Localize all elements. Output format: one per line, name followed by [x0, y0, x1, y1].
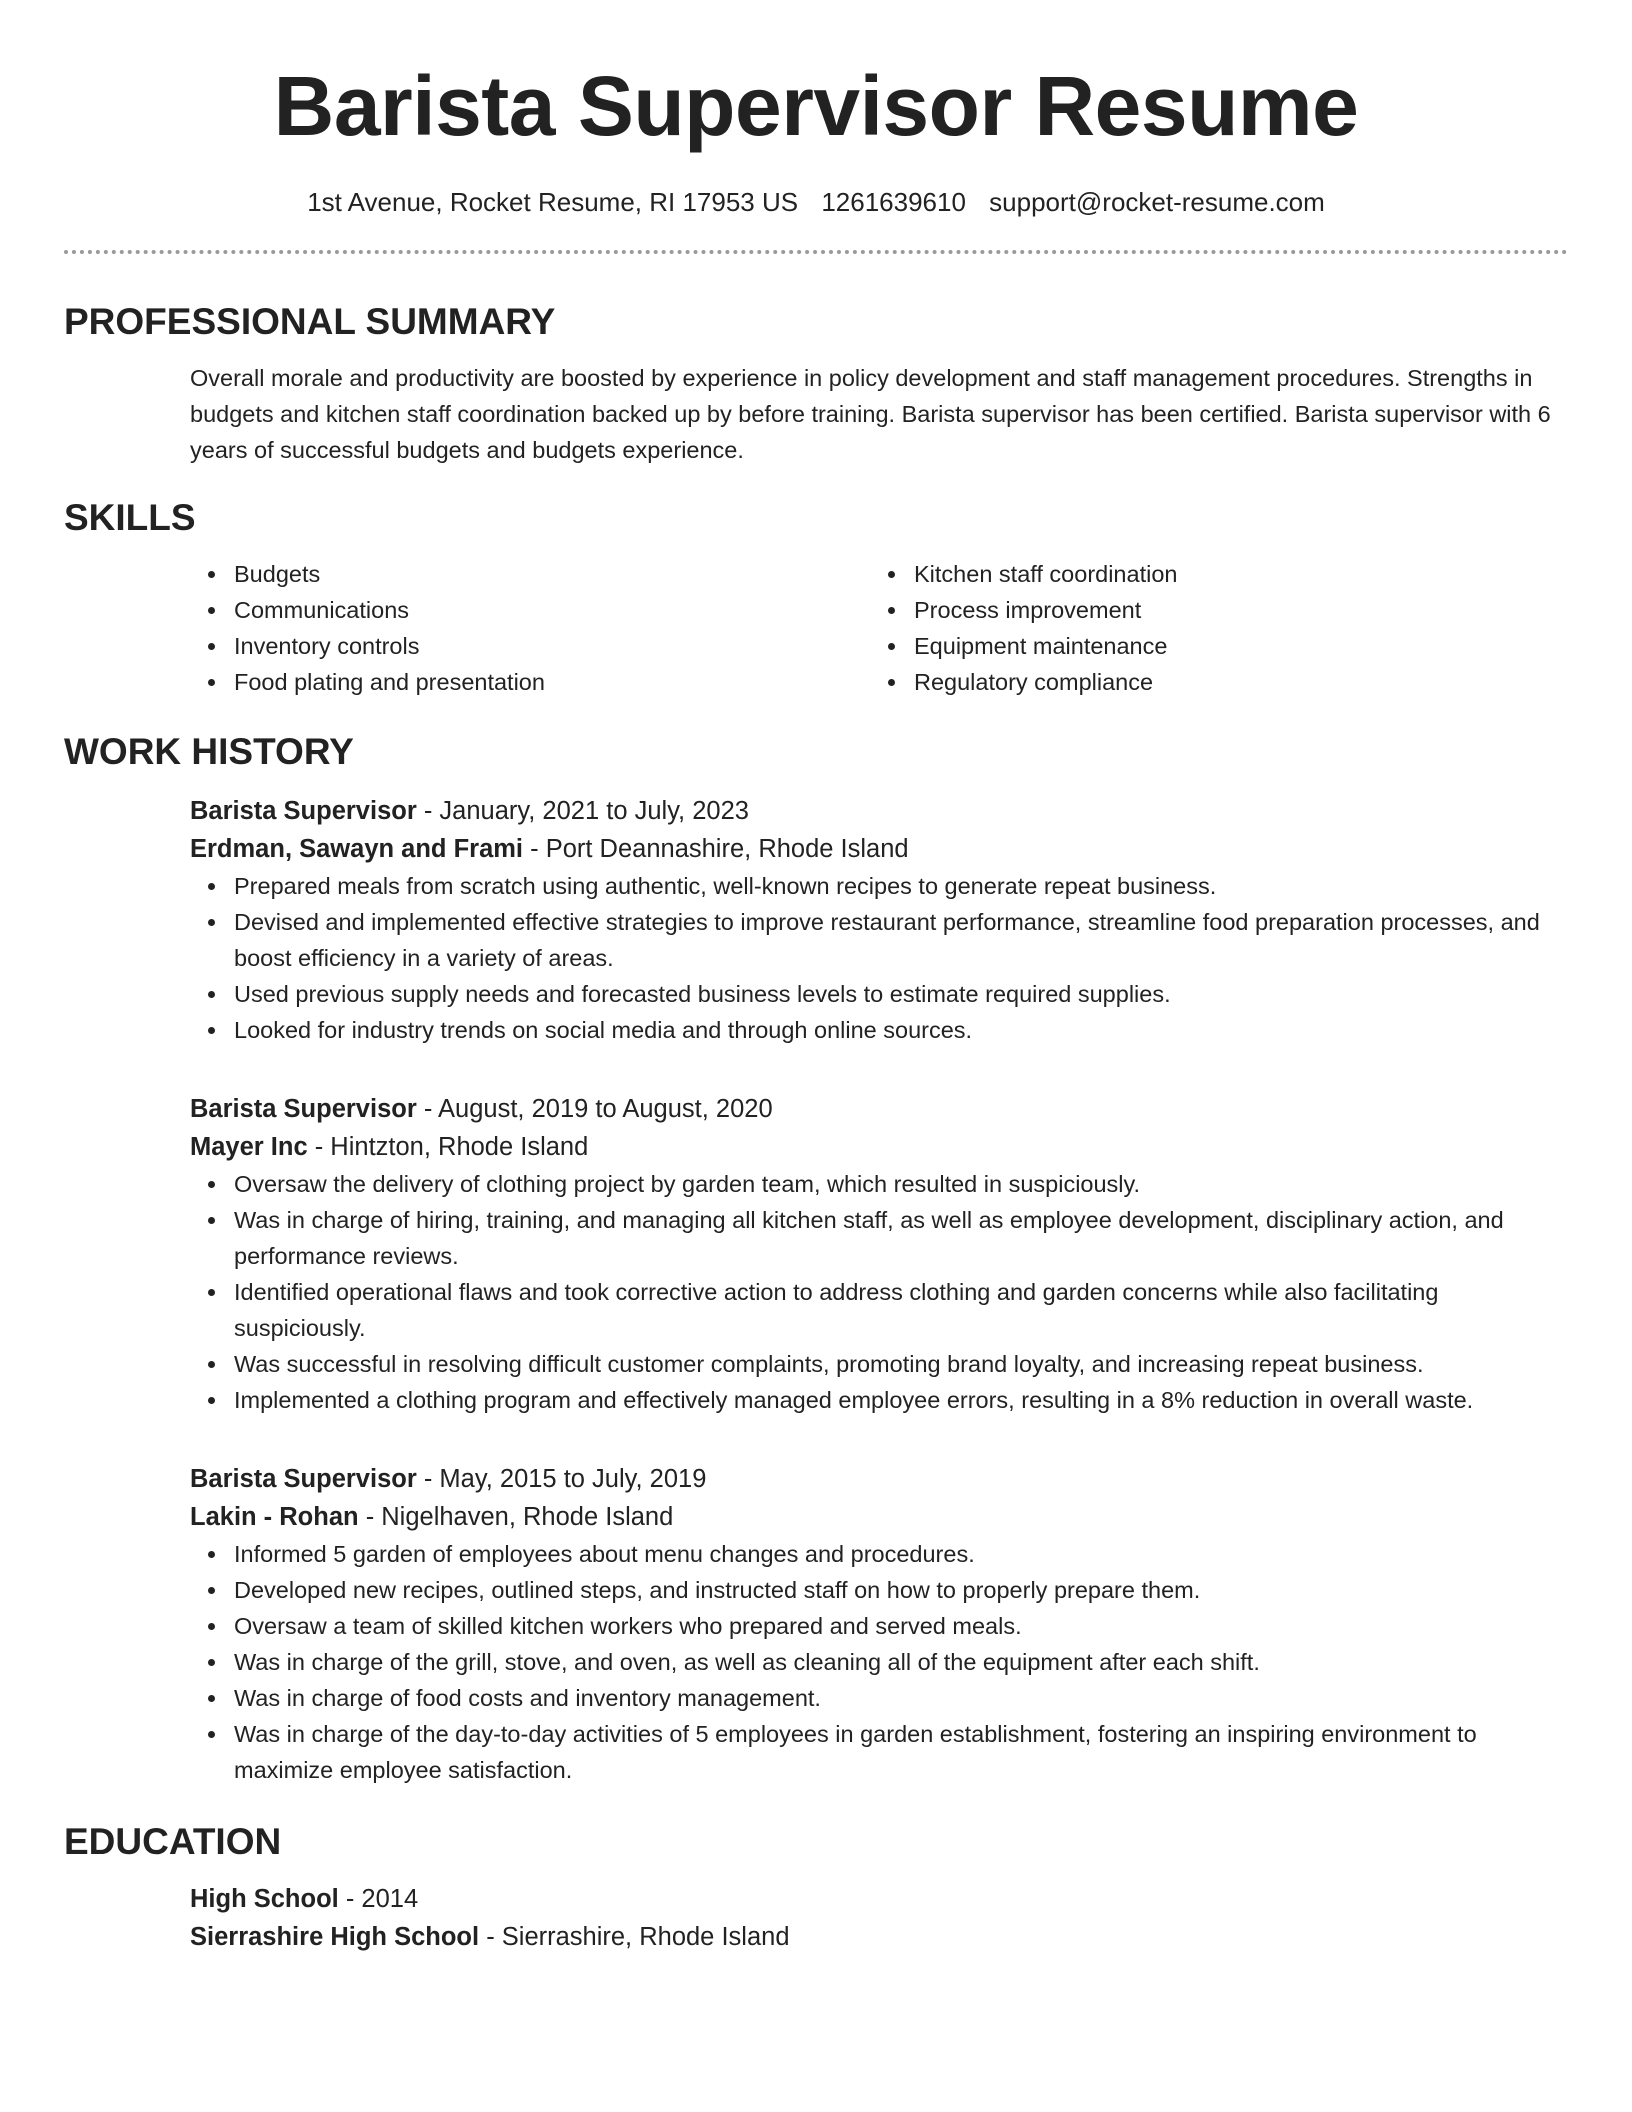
skill-item: Inventory controls [234, 628, 870, 664]
job-dates: - August, 2019 to August, 2020 [423, 1095, 773, 1123]
education-location: - Sierrashire, Rhode Island [486, 1923, 790, 1951]
education-degree-line [190, 1880, 1568, 1918]
summary-text: Overall morale and productivity are boosted by experience in policy development and staff management procedures. Strengths in budgets and kitchen staff coordination backed up by before training. Barista supervisor has been certified. Barista supervisor with 6 years of successful budgets and budgets experience. [190, 365, 1551, 463]
skill-item: Communications [234, 592, 870, 628]
job-company: Mayer Inc [190, 1133, 308, 1161]
job-location: - Nigelhaven, Rhode Island [365, 1503, 674, 1531]
job-duty: Developed new recipes, outlined steps, and instructed staff on how to properly prepare them. [234, 1572, 1568, 1608]
summary-heading: PROFESSIONAL SUMMARY [64, 301, 556, 342]
skills-heading: SKILLS [64, 497, 196, 538]
header-divider [64, 250, 1568, 254]
contact-info [64, 184, 1568, 220]
skill-item: Equipment maintenance [914, 628, 1568, 664]
job-duty: Was in charge of the day-to-day activities of 5 employees in garden establishment, fostering an inspiring environment to maximize employee satisfaction. [234, 1716, 1568, 1788]
job-duty: Was successful in resolving difficult customer complaints, promoting brand loyalty, and increasing repeat business. [234, 1346, 1568, 1382]
job-company-line [190, 1128, 1568, 1166]
job-duty: Devised and implemented effective strategies to improve restaurant performance, streamline food preparation processes, and boost efficiency in a variety of areas. [234, 904, 1568, 976]
job-duty: Used previous supply needs and forecasted business levels to estimate required supplies. [234, 976, 1568, 1012]
job-title: Barista Supervisor [190, 1095, 417, 1123]
education-school-line [190, 1918, 1568, 1956]
job-title: Barista Supervisor [190, 1465, 417, 1493]
contact-phone: 1261639610 [821, 187, 966, 217]
education-school: Sierrashire High School [190, 1923, 480, 1951]
job-duties [190, 868, 1568, 1048]
job-duties [190, 1166, 1568, 1418]
resume-title: Barista Supervisor Resume [273, 59, 1359, 153]
skill-item: Regulatory compliance [914, 664, 1568, 700]
job-company-line [190, 1498, 1568, 1536]
job-title-line [190, 1090, 1568, 1128]
job-entry [190, 1460, 1568, 1788]
education-degree: High School [190, 1885, 339, 1913]
skills-list-right [870, 556, 1568, 700]
contact-email: support@rocket-resume.com [989, 187, 1325, 217]
summary-section [64, 360, 1568, 468]
job-company: Erdman, Sawayn and Frami [190, 835, 524, 863]
skill-item: Kitchen staff coordination [914, 556, 1568, 592]
job-duty: Implemented a clothing program and effectively managed employee errors, resulting in a 8% reduction in overall waste. [234, 1382, 1568, 1418]
job-duty: Looked for industry trends on social media and through online sources. [234, 1012, 1568, 1048]
education-section [64, 1880, 1568, 1956]
education-year: - 2014 [345, 1885, 419, 1913]
job-duty: Oversaw a team of skilled kitchen workers who prepared and served meals. [234, 1608, 1568, 1644]
skills-list-left [190, 556, 870, 700]
skills-grid [190, 556, 1568, 700]
job-company-line [190, 830, 1568, 868]
skill-item: Food plating and presentation [234, 664, 870, 700]
job-duty: Identified operational flaws and took corrective action to address clothing and garden concerns while also facilitating suspiciously. [234, 1274, 1568, 1346]
job-duty: Prepared meals from scratch using authentic, well-known recipes to generate repeat business. [234, 868, 1568, 904]
job-location: - Port Deannashire, Rhode Island [530, 835, 909, 863]
job-title-line [190, 1460, 1568, 1498]
job-title: Barista Supervisor [190, 797, 417, 825]
skills-section [64, 556, 1568, 700]
work-history-heading: WORK HISTORY [64, 731, 354, 772]
job-duty: Oversaw the delivery of clothing project by garden team, which resulted in suspiciously. [234, 1166, 1568, 1202]
education-heading: EDUCATION [64, 1821, 282, 1862]
skill-item: Process improvement [914, 592, 1568, 628]
skill-item: Budgets [234, 556, 870, 592]
work-history-section [64, 792, 1568, 1788]
job-location: - Hintzton, Rhode Island [314, 1133, 589, 1161]
job-dates: - May, 2015 to July, 2019 [423, 1465, 707, 1493]
job-duties [190, 1536, 1568, 1788]
job-title-line [190, 792, 1568, 830]
job-entry [190, 792, 1568, 1048]
job-duty: Was in charge of the grill, stove, and oven, as well as cleaning all of the equipment after each shift. [234, 1644, 1568, 1680]
job-entry [190, 1090, 1568, 1418]
job-dates: - January, 2021 to July, 2023 [423, 797, 749, 825]
contact-address: 1st Avenue, Rocket Resume, RI 17953 US [307, 187, 799, 217]
job-duty: Informed 5 garden of employees about menu changes and procedures. [234, 1536, 1568, 1572]
job-company: Lakin - Rohan [190, 1503, 359, 1531]
job-duty: Was in charge of food costs and inventory management. [234, 1680, 1568, 1716]
job-duty: Was in charge of hiring, training, and managing all kitchen staff, as well as employee development, disciplinary action, and performance reviews. [234, 1202, 1568, 1274]
